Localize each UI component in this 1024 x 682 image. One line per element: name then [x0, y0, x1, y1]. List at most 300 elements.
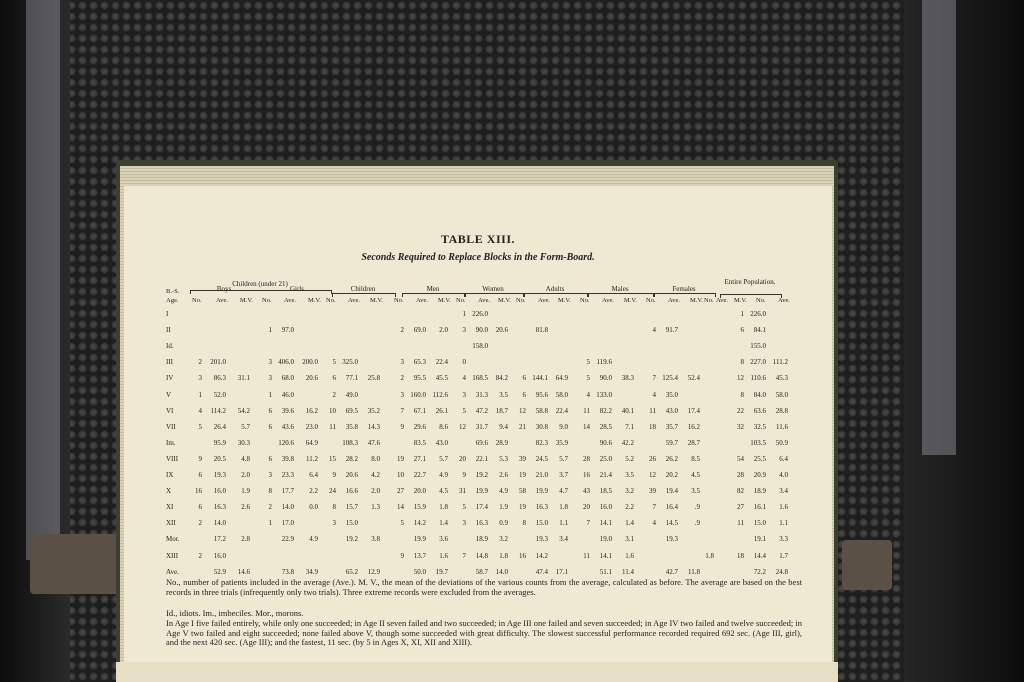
table-cell: 16.2 [687, 422, 700, 431]
table-cell: 18 [737, 551, 744, 560]
table-cell: 18 [649, 422, 656, 431]
table-cell: 120.6 [278, 438, 294, 447]
table-cell: 54 [737, 454, 744, 463]
table-cell: 58.8 [535, 406, 548, 415]
table-cell: 15.9 [413, 503, 426, 512]
table-cell: 20.5 [213, 454, 226, 463]
table-cell: 30.3 [237, 438, 250, 447]
table-cell: 49.0 [345, 390, 358, 399]
table-cell: 14 [397, 503, 404, 512]
table-cell: 39.6 [281, 406, 294, 415]
table-cell: 9 [332, 471, 336, 479]
table-cell: 3.1 [625, 535, 634, 544]
table-cell: 90.6 [599, 438, 612, 447]
table-cell: 1.7 [779, 551, 788, 560]
table-cell: 32 [737, 422, 744, 431]
column-header: No. [262, 297, 272, 304]
table-cell: 35.7 [665, 422, 678, 431]
row-label: I [166, 310, 169, 318]
table-cell: 4.5 [439, 487, 448, 496]
table-cell: 28.7 [687, 438, 700, 447]
table-cell: 28.2 [345, 454, 358, 463]
table-cell: 1.1 [779, 519, 788, 528]
row-label: Mor. [166, 535, 180, 544]
table-cell: 0 [462, 358, 466, 367]
table-cell: 22 [737, 406, 744, 415]
table-cell: 17.4 [475, 503, 488, 512]
header-women: Women [482, 285, 504, 293]
table-cell: 8.5 [691, 454, 700, 463]
table-cell: 21.4 [599, 471, 612, 479]
table-cell: 8.0 [371, 454, 380, 463]
table-cell: 2.6 [241, 503, 250, 512]
table-cell: 4 [198, 406, 202, 415]
table-cell: 19.9 [475, 487, 488, 496]
table-cell: 23.0 [305, 422, 318, 431]
table-cell: 1.8 [705, 551, 714, 560]
table-cell: 20.2 [665, 471, 678, 479]
table-cell: 28.8 [775, 406, 788, 415]
table-cell: 6 [198, 503, 202, 512]
table-cell: 1.9 [241, 487, 250, 496]
table-cell: 2 [332, 390, 336, 399]
table-cell: 47.2 [475, 406, 488, 415]
left-clamp-block [30, 534, 122, 594]
table-cell: 73.8 [281, 567, 294, 576]
table-cell: 7 [462, 551, 466, 560]
table-cell: 25.0 [599, 454, 612, 463]
row-label: Id. [166, 342, 174, 351]
table-cell: 11.2 [306, 454, 318, 463]
table-cell: 26.4 [213, 422, 226, 431]
table-cell: 5.2 [625, 454, 634, 463]
table-cell: 35.9 [555, 438, 568, 447]
column-header: Ave. [216, 297, 228, 304]
table-cell: 5 [198, 422, 202, 431]
table-cell: 68.0 [281, 374, 294, 383]
footnote-definitions: No., number of patients included in the average (Ave.). M. V., the mean of the deviations of the various counts from the average, calculated as before. The average are based on the best records in three trials (infrequently only two trials). Three extreme records were excluded from the averages. [166, 577, 802, 597]
table-cell: 3.4 [779, 487, 788, 496]
table-cell: 16.0 [213, 487, 226, 496]
table-cell: 20.6 [345, 471, 358, 479]
table-cell: 8 [332, 503, 336, 512]
table-cell: 144.1 [532, 374, 548, 383]
table-cell: 43.6 [281, 422, 294, 431]
table-cell: 1.1 [559, 519, 568, 528]
table-cell: 9 [198, 454, 202, 463]
table-cell: 19 [397, 454, 404, 463]
table-cell: 19.3 [665, 535, 678, 544]
table-cell: 27 [737, 503, 744, 512]
table-cell: 20 [459, 454, 466, 463]
table-cell: 12.9 [367, 567, 380, 576]
header-children-under-21: Children (under 21) [232, 280, 288, 288]
table-cell: 5 [462, 503, 466, 512]
row-label: IV [166, 374, 174, 383]
table-cell: 14.5 [665, 519, 678, 528]
table-cell: 65.3 [413, 358, 426, 367]
table-cell: 77.1 [345, 374, 358, 383]
table-cell: 110.6 [750, 374, 766, 383]
table-cell: 19.4 [665, 487, 678, 496]
table-cell: 24.8 [775, 567, 788, 576]
table-cell: 4.9 [439, 471, 448, 479]
table-cell: 9.0 [559, 422, 568, 431]
table-cell: 10 [329, 406, 336, 415]
table-cell: 18.9 [475, 535, 488, 544]
table-cell: 15 [329, 454, 336, 463]
table-cell: 15.0 [345, 519, 358, 528]
column-header: M.V. [240, 297, 253, 304]
table-cell: 3.5 [625, 471, 634, 479]
table-cell: 12 [459, 422, 466, 431]
table-cell: 14.0 [495, 567, 508, 576]
table-cell: 82 [737, 487, 744, 496]
left-tape-strip [26, 0, 60, 560]
table-cell: 2 [198, 358, 202, 367]
table-cell: 168.5 [472, 374, 488, 383]
brace-children [332, 293, 396, 297]
table-cell: 43 [583, 487, 590, 496]
row-label: VII [166, 422, 176, 431]
table-cell: 16.3 [475, 519, 488, 528]
table-cell: 19.3 [535, 535, 548, 544]
header-girls: Girls [290, 285, 304, 293]
table-cell: 58.0 [775, 390, 788, 399]
table-cell: 64.9 [305, 438, 318, 447]
table-cell: 25.8 [367, 374, 380, 383]
table-cell: 67.1 [413, 406, 426, 415]
table-cell: 11 [583, 551, 590, 560]
table-cell: 24.5 [535, 454, 548, 463]
table-cell: 18.7 [495, 406, 508, 415]
table-cell: 6 [268, 422, 272, 431]
table-cell: 19 [519, 503, 526, 512]
column-header: Ave. [668, 297, 680, 304]
table-cell: 4.5 [691, 471, 700, 479]
table-cell: 28.9 [495, 438, 508, 447]
table-cell: 19.7 [435, 567, 448, 576]
row-label: III [166, 358, 173, 367]
table-cell: 5.3 [499, 454, 508, 463]
column-header: M.V. [498, 297, 511, 304]
table-cell: 16.2 [305, 406, 318, 415]
column-header: No. [580, 297, 590, 304]
table-cell: 3.4 [559, 535, 568, 544]
row-label: Im. [166, 438, 176, 447]
table-cell: 3.7 [559, 471, 568, 479]
table-cell: 35.8 [345, 422, 358, 431]
table-cell: 1.9 [499, 503, 508, 512]
column-header: Ave. [284, 297, 296, 304]
table-cell: 3.2 [499, 535, 508, 544]
table-cell: 90.0 [475, 326, 488, 335]
table-cell: 4.9 [309, 535, 318, 544]
table-cell: 1.4 [439, 519, 448, 528]
header-entire-population: Entire Population. [724, 278, 776, 286]
table-cell: 39 [649, 487, 656, 496]
table-cell: 15.0 [535, 519, 548, 528]
column-header: Ave. [602, 297, 614, 304]
table-cell: 14.0 [213, 519, 226, 528]
table-cell: 31.7 [475, 422, 488, 431]
table-cell: 325.0 [342, 358, 358, 367]
table-cell: 4 [652, 390, 656, 399]
table-cell: 72.2 [753, 567, 766, 576]
table-cell: 6 [332, 374, 336, 383]
table-cell: 155.0 [750, 342, 766, 351]
row-label: II [166, 326, 171, 335]
table-cell: 4.2 [371, 471, 380, 479]
table-cell: 4 [652, 326, 656, 335]
table-cell: 7 [400, 406, 404, 415]
table-cell: 4 [586, 390, 590, 399]
column-header: Ave. [778, 297, 790, 304]
table-cell: 17.1 [555, 567, 568, 576]
table-cell: 7 [586, 519, 590, 528]
column-header: No. [192, 297, 202, 304]
table-cell: 11 [737, 519, 744, 528]
table-cell: 52.4 [687, 374, 700, 383]
table-cell: 2 [400, 326, 404, 335]
table-cell: 5 [586, 374, 590, 383]
table-cell: 19.2 [475, 471, 488, 479]
table-cell: 1.6 [779, 503, 788, 512]
table-cell: 25.5 [753, 454, 766, 463]
table-cell: 52.0 [213, 390, 226, 399]
table-cell: 31.1 [237, 374, 250, 383]
table-cell: 4.0 [779, 471, 788, 479]
table-cell: 82.2 [599, 406, 612, 415]
table-cell: 2.2 [309, 487, 318, 496]
table-cell: 59.7 [665, 438, 678, 447]
table-cell: 5 [400, 519, 404, 528]
table-cell: 35.2 [367, 406, 380, 415]
table-cell: 3 [332, 519, 336, 528]
column-header: No. [646, 297, 656, 304]
table-cell: 8.6 [439, 422, 448, 431]
table-cell: 11 [329, 422, 336, 431]
table-cell: 3.5 [691, 487, 700, 496]
header-females: Females [672, 285, 696, 293]
table-cell: 16.1 [753, 503, 766, 512]
table-cell: 20.6 [495, 326, 508, 335]
table-cell: 3 [462, 390, 466, 399]
right-clamp-block [842, 540, 892, 590]
table-cell: 27.1 [413, 454, 426, 463]
footnote-abbreviations: Id., idiots. Im., imbeciles. Mor., morons. [166, 608, 304, 618]
column-header: No. [756, 297, 766, 304]
table-cell: 1.6 [439, 551, 448, 560]
table-cell: 13.7 [413, 551, 426, 560]
table-cell: 16 [195, 487, 202, 496]
table-cell: 9 [400, 422, 404, 431]
table-cell: 2.6 [499, 471, 508, 479]
row-label: IX [166, 471, 174, 479]
table-cell: 12 [519, 406, 526, 415]
table-cell: 14 [583, 422, 590, 431]
table-cell: 18.9 [753, 487, 766, 496]
table-cell: 11 [649, 406, 656, 415]
table-cell: 1.8 [439, 503, 448, 512]
table-cell: 15.0 [753, 519, 766, 528]
table-cell: 14.6 [237, 567, 250, 576]
table-cell: 22.9 [281, 535, 294, 544]
table-cell: 108.3 [342, 438, 358, 447]
table-cell: 97.0 [281, 326, 294, 335]
table-cell: 4.9 [499, 487, 508, 496]
table-cell: 32.5 [753, 422, 766, 431]
table-cell: 3 [400, 358, 404, 367]
header-men: Men [426, 285, 440, 293]
table-cell: 9 [462, 471, 466, 479]
table-cell: 114.2 [210, 406, 226, 415]
table-cell: 84.0 [753, 390, 766, 399]
table-cell: 14.0 [281, 503, 294, 512]
table-cell: 17.2 [213, 535, 226, 544]
table-cell: 160.0 [410, 390, 426, 399]
table-cell: 1 [268, 519, 272, 528]
table-cell: 19.9 [413, 535, 426, 544]
table-cell: 16.4 [665, 503, 678, 512]
table-cell: 19.3 [213, 471, 226, 479]
table-cell: 42.2 [621, 438, 634, 447]
column-header: M.V. [690, 297, 703, 304]
table-cell: 39 [519, 454, 526, 463]
table-cell: 46.0 [281, 390, 294, 399]
table-cell: 3 [268, 374, 272, 383]
row-label: XII [166, 519, 176, 528]
table-cell: 11.8 [688, 567, 700, 576]
table-cell: 2 [198, 519, 202, 528]
table-cell: 1.8 [499, 551, 508, 560]
table-cell: 2.0 [439, 326, 448, 335]
table-cell: 95.9 [213, 438, 226, 447]
table-cell: 26 [649, 454, 656, 463]
table-cell: 43.0 [665, 406, 678, 415]
table-cell: 50.0 [413, 567, 426, 576]
table-cell: 19.9 [535, 487, 548, 496]
table-cell: 17.4 [687, 406, 700, 415]
table-cell: 26.2 [665, 454, 678, 463]
table-cell: 31 [459, 487, 466, 496]
table-cell: 2 [198, 551, 202, 560]
table-cell: 26.1 [435, 406, 448, 415]
table-cell: 11.6 [776, 422, 788, 431]
table-cell: 14.1 [599, 551, 612, 560]
table-cell: 39.8 [281, 454, 294, 463]
table-cell: 226.0 [750, 310, 766, 318]
table-cell: 21 [519, 422, 526, 431]
right-tape-strip [922, 0, 956, 455]
table-cell: 0.0 [309, 503, 318, 512]
table-cell: 14.8 [475, 551, 488, 560]
table-cell: 19.0 [599, 535, 612, 544]
header-children: Children [350, 285, 376, 293]
table-cell: 5 [332, 358, 336, 367]
footnote-failures: In Age I five failed entirely, while only one succeeded; in Age II seven failed and two succeeded; in Age III one failed and seven succeeded; in Age IV two failed and twelve succeeded; in Age V two failed and eight succeeded; none failed above V, though some succeeded with great difficulty. The slowest successful performance recorded required 692 sec. (Age III, girl), and the next 420 sec. (Age III); and the fastest, 11 sec. (by 5 in Ages X, XI, XII and XIII). [166, 618, 802, 648]
table-cell: 2 [268, 503, 272, 512]
table-cell: 47.6 [367, 438, 380, 447]
table-cell: 16.0 [599, 503, 612, 512]
table-cell: 38.3 [621, 374, 634, 383]
table-cell: 86.3 [213, 374, 226, 383]
table-cell: 14.3 [367, 422, 380, 431]
table-cell: 5.7 [439, 454, 448, 463]
header-age: Age. [166, 297, 179, 304]
table-cell: 91.7 [665, 326, 678, 335]
table-cell: 200.0 [302, 358, 318, 367]
table-cell: 5.7 [241, 422, 250, 431]
table-cell: 9.4 [499, 422, 508, 431]
table-cell: 3 [400, 390, 404, 399]
table-cell: 20.0 [413, 487, 426, 496]
table-cell: 69.0 [413, 326, 426, 335]
table-cell: 1.6 [625, 551, 634, 560]
table-cell: 103.5 [750, 438, 766, 447]
table-cell: 15.7 [345, 503, 358, 512]
header-boys: Boys [216, 285, 232, 293]
table-cell: 133.0 [596, 390, 612, 399]
row-label: VI [166, 406, 174, 415]
table-cell: 17.0 [281, 519, 294, 528]
table-cell: 2.0 [241, 471, 250, 479]
table-cell: 54.2 [237, 406, 250, 415]
table-cell: 112.6 [432, 390, 448, 399]
table-cell: 227.0 [750, 358, 766, 367]
table-cell: 111.2 [772, 358, 788, 367]
column-header: Ave. [538, 297, 550, 304]
book-page [124, 186, 832, 662]
table-cell: 406.0 [278, 358, 294, 367]
table-cell: 6 [268, 406, 272, 415]
table-cell: 7 [652, 374, 656, 383]
row-label: XI [166, 503, 174, 512]
table-cell: 5.7 [559, 454, 568, 463]
table-cell: 8 [522, 519, 526, 528]
table-cell: 3.6 [439, 535, 448, 544]
column-header: Ave. [478, 297, 490, 304]
table-cell: 201.0 [210, 358, 226, 367]
table-cell: 24 [329, 487, 336, 496]
header-males: Males [611, 285, 629, 293]
brace-women [464, 293, 524, 297]
table-cell: 95.5 [413, 374, 426, 383]
table-cell: 45.5 [435, 374, 448, 383]
table-cell: 16.0 [213, 551, 226, 560]
table-cell: 4.8 [241, 454, 250, 463]
table-cell: 21.0 [535, 471, 548, 479]
column-header: Ave. [716, 297, 728, 304]
table-cell: 3 [198, 374, 202, 383]
table-cell: 125.4 [662, 374, 678, 383]
table-cell: 2.8 [241, 535, 250, 544]
table-cell: 20.9 [753, 471, 766, 479]
table-cell: 4 [462, 374, 466, 383]
column-header: M.V. [438, 297, 451, 304]
table-cell: 3 [462, 326, 466, 335]
header-adults: Adults [545, 285, 565, 293]
table-cell: 3 [268, 471, 272, 479]
column-header: Ave. [416, 297, 428, 304]
table-cell: 1 [462, 310, 466, 318]
table-cell: 3.5 [499, 390, 508, 399]
brace-males [588, 293, 654, 297]
table-cell: 3 [462, 519, 466, 528]
table-cell: 65.2 [345, 567, 358, 576]
table-cell: 9 [400, 551, 404, 560]
table-cell: .9 [694, 503, 700, 512]
